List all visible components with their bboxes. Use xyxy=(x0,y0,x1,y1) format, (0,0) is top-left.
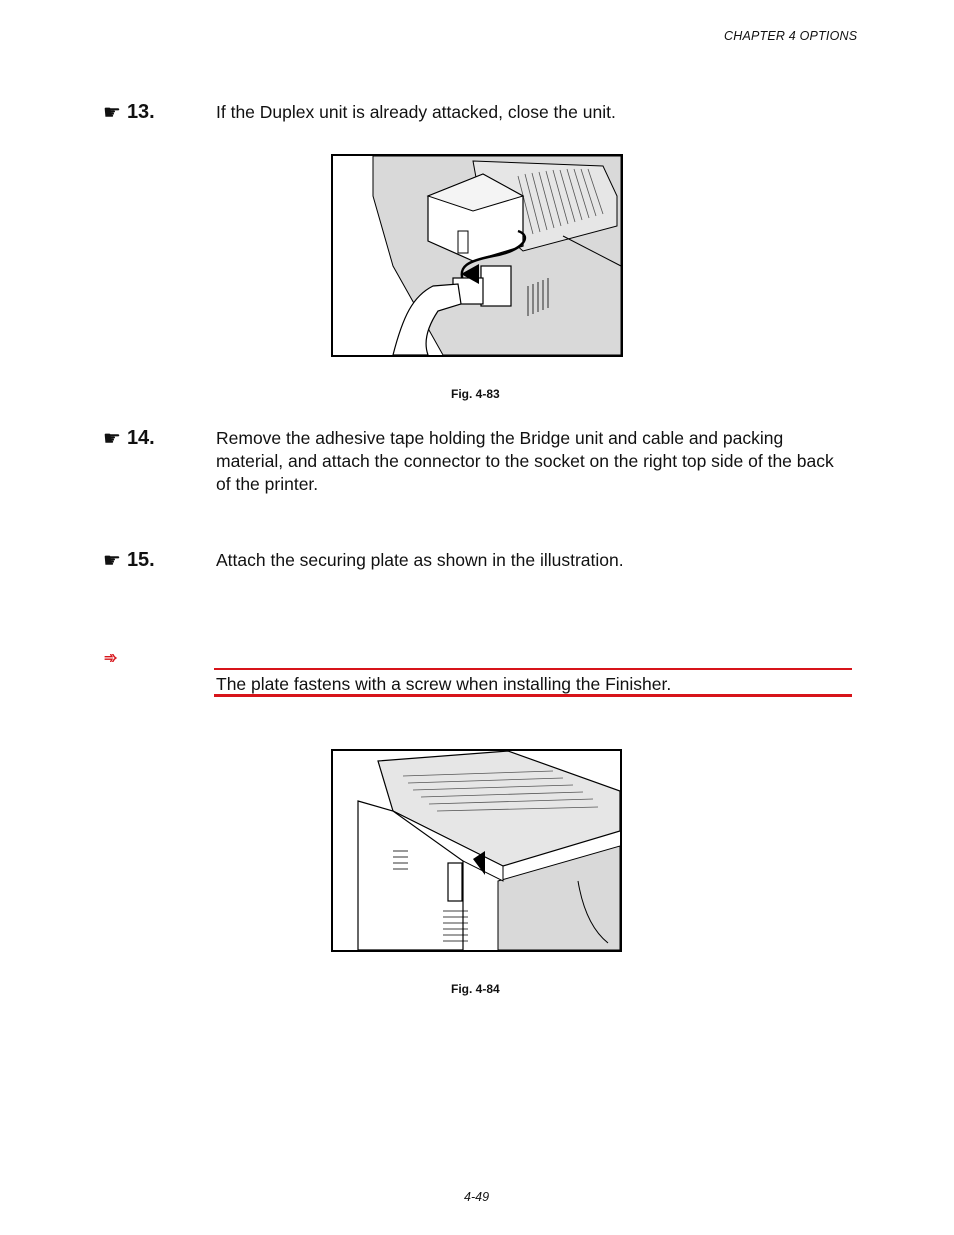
figure-securing-plate xyxy=(331,749,622,952)
duplex-connector-illustration xyxy=(333,156,621,355)
securing-plate-illustration xyxy=(333,751,620,950)
pointing-hand-icon: ☛ xyxy=(103,102,121,124)
step-14-text: Remove the adhesive tape holding the Bridge unit and cable and packing material, and attach the connector to the socket on the right top side of the back of the printer. xyxy=(216,428,834,494)
step-15-text: Attach the securing plate as shown in the illustration. xyxy=(216,550,624,570)
pointing-hand-icon: ☛ xyxy=(103,428,121,450)
step-number: 13. xyxy=(126,101,155,123)
note-text: The plate fastens with a screw when installing the Finisher. xyxy=(216,674,672,694)
figure-duplex-connector xyxy=(331,154,623,357)
step-14-number xyxy=(103,426,155,451)
note-box xyxy=(214,668,852,697)
step-15-number xyxy=(103,548,155,573)
step-number: 15. xyxy=(126,549,155,571)
pointing-hand-icon: ☛ xyxy=(103,550,121,572)
step-number: 14. xyxy=(126,427,155,449)
figure-caption: Fig. 4-83 xyxy=(451,387,500,401)
figure-caption: Fig. 4-84 xyxy=(451,982,500,996)
note-arrow-icon: ➾ xyxy=(104,650,118,667)
step-13-number xyxy=(103,100,155,125)
page-number: 4-49 xyxy=(464,1190,490,1204)
step-13-text: If the Duplex unit is already attacked, close the unit. xyxy=(216,102,616,122)
chapter-header: CHAPTER 4 OPTIONS xyxy=(724,29,858,43)
